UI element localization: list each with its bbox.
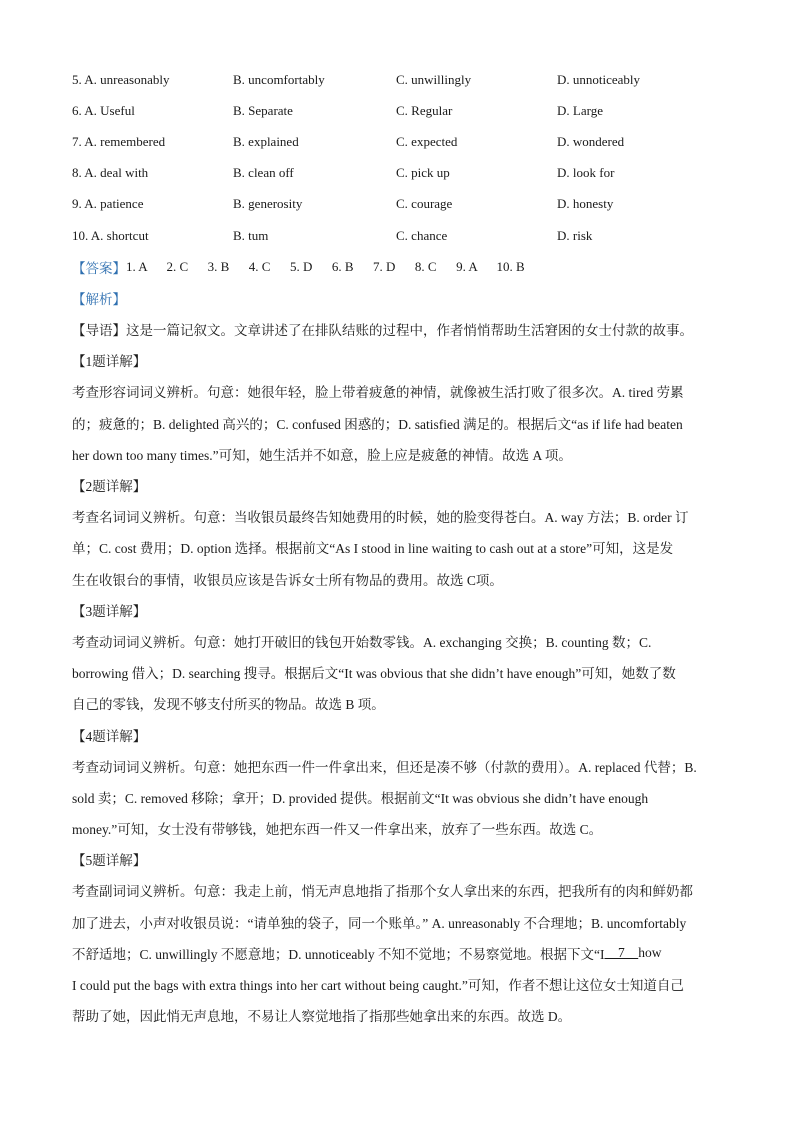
option-c: C. courage xyxy=(396,196,453,212)
line-text: 不舒适地；C. unwillingly 不愿意地；D. unnoticeably 不知不觉地；不易察觉地。根据下文“I xyxy=(72,946,605,962)
paragraph-line: 考查形容词词义辨析。句意：她很年轻，脸上带着疲惫的神情，就像被生活打败了很多次。A. tired 劳累 xyxy=(72,385,684,401)
option-d: D. unnoticeably xyxy=(557,71,641,87)
section-title: 【4题详解】 xyxy=(72,728,147,744)
analysis-tag: 【解析】 xyxy=(72,291,126,307)
analysis-heading xyxy=(72,282,722,313)
answer-line xyxy=(72,251,722,282)
option-a: 6. A. Useful xyxy=(72,102,135,118)
guide-line xyxy=(72,314,722,345)
option-row xyxy=(72,189,722,220)
line-text-after-blank: how xyxy=(638,944,662,960)
paragraph-line: 单；C. cost 费用；D. option 选择。根据前文“As I stood in line waiting to cash out at a store”可知，这是发 xyxy=(72,541,674,557)
option-d: D. risk xyxy=(557,227,593,243)
paragraph-line: 考查动词词义辨析。句意：她打开破旧的钱包开始数零钱。A. exchanging 交换；B. counting 数；C. xyxy=(72,634,652,650)
options-list xyxy=(72,64,722,251)
option-a: 8. A. deal with xyxy=(72,165,149,181)
option-c: C. Regular xyxy=(396,102,453,118)
paragraph-line: sold 卖；C. removed 移除；拿开；D. provided 提供。根据前文“It was obvious she didn’t have enough xyxy=(72,790,649,806)
option-c: C. unwillingly xyxy=(396,71,472,87)
paragraph-line: 生在收银台的事情，收银员应该是告诉女士所有物品的费用。故选 C项。 xyxy=(72,572,503,588)
answer-tag: 【答案】 xyxy=(72,260,126,276)
option-b: B. generosity xyxy=(233,196,303,212)
option-d: D. look for xyxy=(557,165,615,181)
option-a: 9. A. patience xyxy=(72,196,144,212)
option-c: C. expected xyxy=(396,133,458,149)
option-row xyxy=(72,220,722,251)
option-d: D. honesty xyxy=(557,196,614,212)
paragraph-line: her down too many times.”可知，她生活并不如意，脸上应是疲惫的神情。故选 A 项。 xyxy=(72,447,572,463)
blank-7: 7 xyxy=(604,944,639,960)
paragraph-line: 考查名词词义辨析。句意：当收银员最终告知她费用的时候，她的脸变得苍白。A. way 方法；B. order 订 xyxy=(72,510,689,526)
paragraph-line: I could put the bags with extra things into her cart without being caught.”可知，作者不想让这位女士知道自己 xyxy=(72,978,684,994)
option-b: B. Separate xyxy=(233,102,293,118)
option-b: B. explained xyxy=(233,133,299,149)
option-b: B. clean off xyxy=(233,165,294,181)
section-title: 【5题详解】 xyxy=(72,853,147,869)
section-title: 【1题详解】 xyxy=(72,354,147,370)
option-c: C. pick up xyxy=(396,165,450,181)
option-a: 7. A. remembered xyxy=(72,133,166,149)
paragraph-line: money.”可知，女士没有带够钱，她把东西一件又一件拿出来，放弃了一些东西。故选 C。 xyxy=(72,822,603,838)
option-row xyxy=(72,64,722,95)
option-c: C. chance xyxy=(396,227,448,243)
paragraph-line: borrowing 借入；D. searching 搜寻。根据后文“It was obvious that she didn’t have enough”可知，她数了数 xyxy=(72,666,676,682)
option-b: B. tum xyxy=(233,227,269,243)
option-d: D. Large xyxy=(557,102,603,118)
section-title: 【2题详解】 xyxy=(72,479,147,495)
guide-text: 这是一篇记叙文。文章讲述了在排队结账的过程中，作者悄悄帮助生活窘困的女士付款的故事。 xyxy=(126,323,693,339)
answer-text: 1. A 2. C 3. B 4. C 5. D 6. B 7. D 8. C 9. A 10. B xyxy=(126,258,525,274)
section-title: 【3题详解】 xyxy=(72,603,147,619)
paragraph-line: 考查动词词义辨析。句意：她把东西一件一件拿出来，但还是凑不够（付款的费用）。A. replaced 代替；B. xyxy=(72,759,697,775)
option-row xyxy=(72,126,722,157)
paragraph-line: 自己的零钱，发现不够支付所买的物品。故选 B 项。 xyxy=(72,697,385,713)
guide-tag: 【导语】 xyxy=(72,323,126,339)
option-d: D. wondered xyxy=(557,133,625,149)
option-row xyxy=(72,158,722,189)
paragraph-line-with-blank xyxy=(72,937,722,968)
paragraph-line: 帮助了她，因此悄无声息地，不易让人察觉地指了指那些她拿出来的东西。故选 D。 xyxy=(72,1009,572,1025)
option-a: 5. A. unreasonably xyxy=(72,71,170,87)
option-b: B. uncomfortably xyxy=(233,71,325,87)
document-page xyxy=(72,64,722,1031)
paragraph-line: 考查副词词义辨析。句意：我走上前，悄无声息地指了指那个女人拿出来的东西，把我所有的肉和鲜奶都 xyxy=(72,884,693,900)
option-row xyxy=(72,95,722,126)
paragraph-line: 加了进去，小声对收银员说：“请单独的袋子，同一个账单。” A. unreasonably 不合理地；B. uncomfortably xyxy=(72,915,687,931)
option-a: 10. A. shortcut xyxy=(72,227,149,243)
paragraph-line: 的；疲惫的；B. delighted 高兴的；C. confused 困惑的；D. satisfied 满足的。根据后文“as if life had beaten xyxy=(72,416,683,432)
